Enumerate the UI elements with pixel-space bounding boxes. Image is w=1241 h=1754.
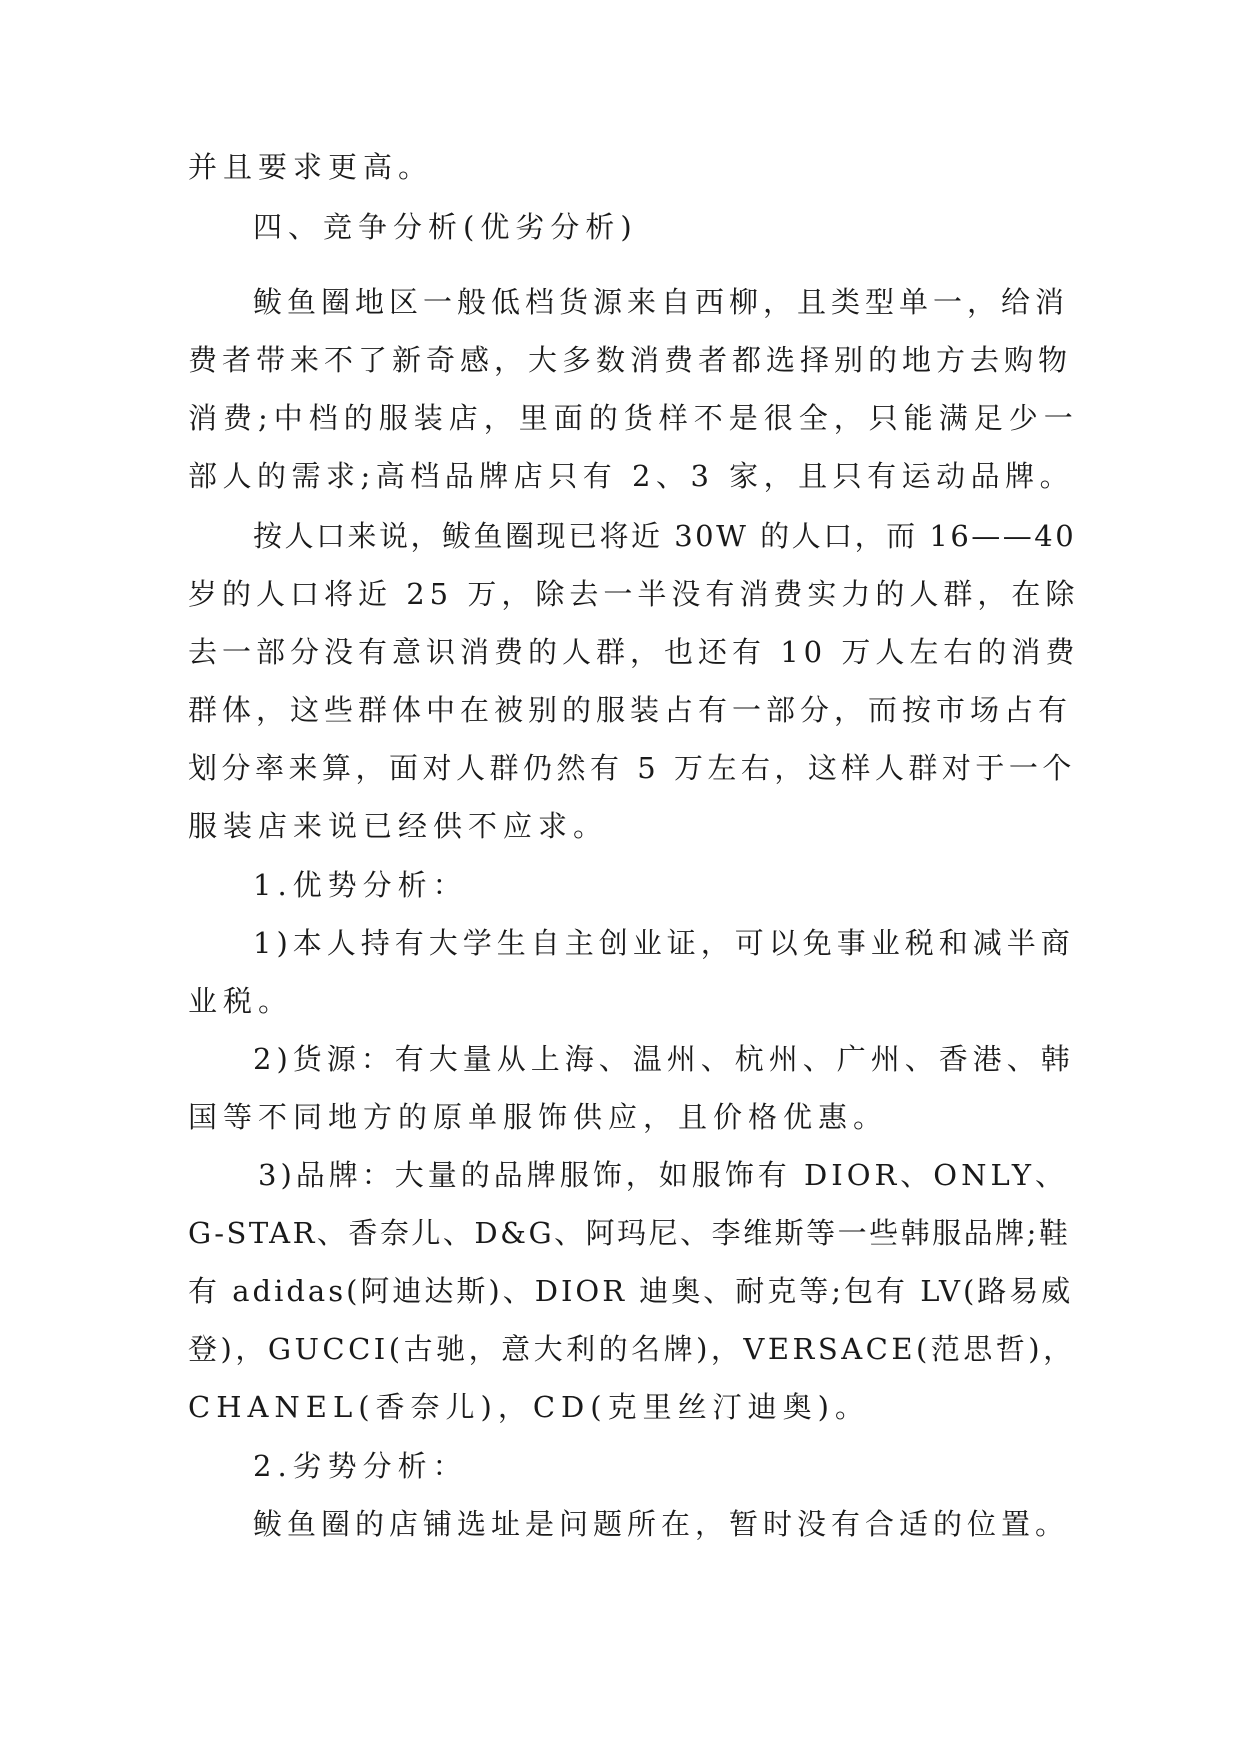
text-line: 消费;中档的服装店，里面的货样不是很全，只能满足少一 [188, 401, 1079, 435]
text-line: CHANEL(香奈儿)，CD(克里丝汀迪奥)。 [188, 1390, 870, 1424]
text-line: 鲅鱼圈地区一般低档货源来自西柳，且类型单一，给消 [253, 285, 1070, 319]
text-line: 2)货源：有大量从上海、温州、杭州、广州、香港、韩 [253, 1042, 1075, 1076]
text-line: 国等不同地方的原单服饰供应，且价格优惠。 [188, 1100, 889, 1134]
text-line: 去一部分没有意识消费的人群，也还有 10 万人左右的消费 [188, 635, 1080, 669]
text-line: 划分率来算，面对人群仍然有 5 万左右，这样人群对于一个 [188, 751, 1076, 785]
text-line: 1)本人持有大学生自主创业证，可以免事业税和减半商 [253, 926, 1075, 960]
text-line: 服装店来说已经供不应求。 [188, 809, 609, 843]
text-line: 并且要求更高。 [188, 150, 434, 184]
subsection-heading: 1.优势分析： [253, 868, 468, 902]
text-line: 有 adidas(阿迪达斯)、DIOR 迪奥、耐克等;包有 LV(路易威 [188, 1274, 1074, 1308]
text-line: G-STAR、香奈儿、D&G、阿玛尼、李维斯等一些韩服品牌;鞋 [188, 1216, 1071, 1250]
text-line: 按人口来说，鲅鱼圈现已将近 30W 的人口，而 16——40 [253, 519, 1077, 553]
text-line: 岁的人口将近 25 万，除去一半没有消费实力的人群，在除 [188, 577, 1080, 611]
text-line: 3)品牌：大量的品牌服饰，如服饰有 DIOR、ONLY、 [258, 1158, 1068, 1192]
text-line: 群体，这些群体中在被别的服装占有一部分，而按市场占有 [188, 693, 1073, 727]
text-line: 费者带来不了新奇感，大多数消费者都选择别的地方去购物 [188, 343, 1073, 377]
section-heading: 四、竞争分析(优劣分析) [253, 210, 638, 244]
text-line: 业税。 [188, 984, 294, 1018]
text-line: 登)，GUCCI(古驰，意大利的名牌)，VERSACE(范思哲)， [188, 1332, 1076, 1366]
text-line: 部人的需求;高档品牌店只有 2、3 家，且只有运动品牌。 [188, 459, 1075, 493]
text-line: 鲅鱼圈的店铺选址是问题所在，暂时没有合适的位置。 [253, 1507, 1070, 1541]
subsection-heading: 2.劣势分析： [253, 1449, 468, 1483]
